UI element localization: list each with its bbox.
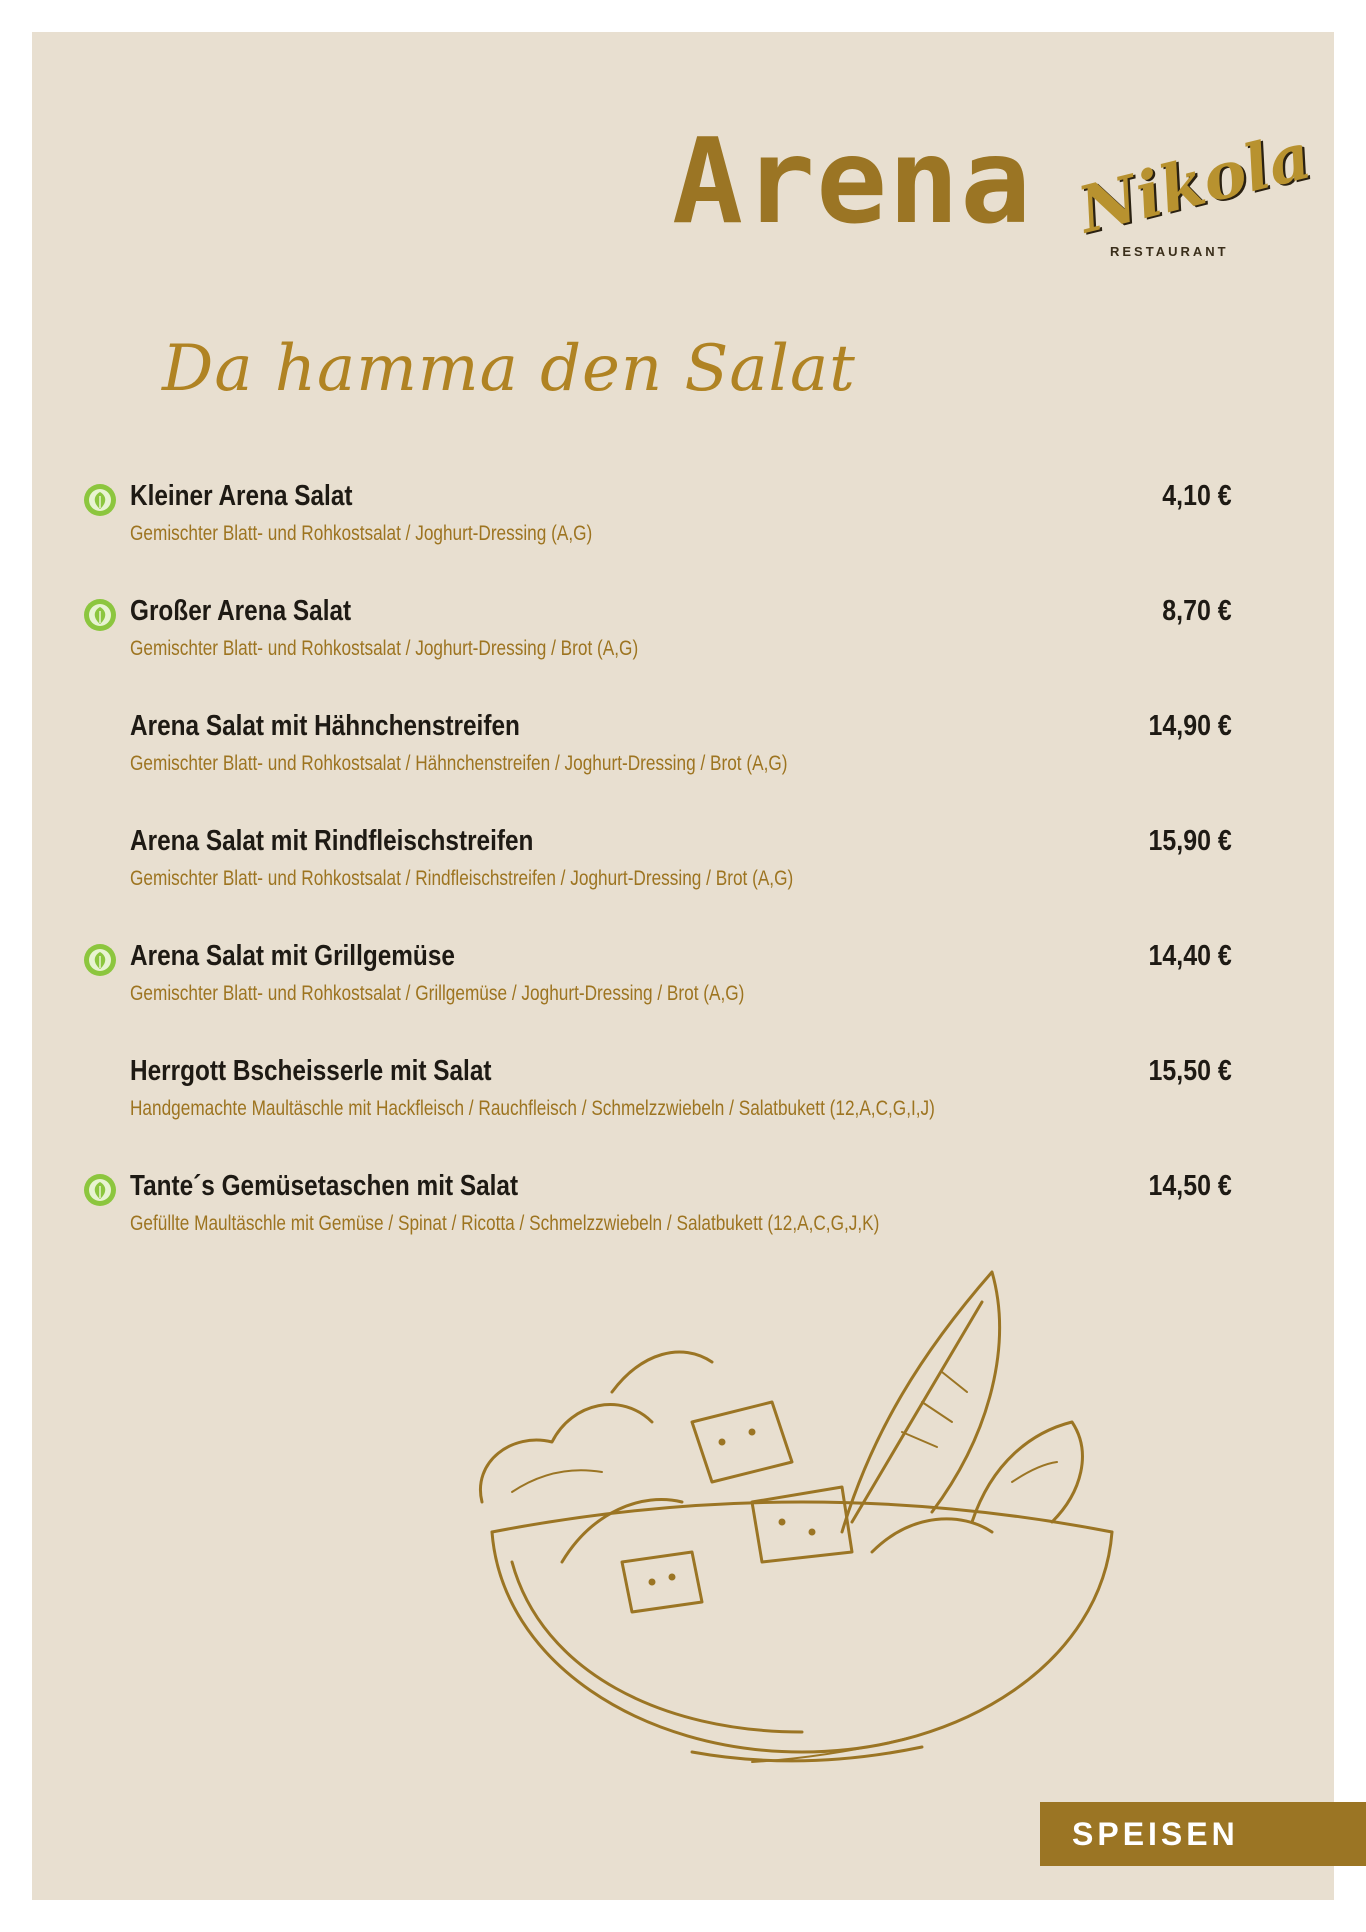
item-name: Großer Arena Salat <box>130 595 352 627</box>
item-description: Gemischter Blatt- und Rohkostsalat / Rindfleischstreifen / Joghurt-Dressing / Brot (A,G) <box>130 867 794 890</box>
salad-bowl-illustration <box>452 1232 1152 1772</box>
section-heading: Da hamma den Salat <box>162 332 856 406</box>
logo-subtitle: RESTAURANT <box>1110 244 1229 259</box>
menu-item <box>32 1055 1334 1170</box>
item-price: 8,70 € <box>1162 595 1232 627</box>
vegetarian-leaf-icon <box>84 1174 116 1206</box>
item-description: Gemischter Blatt- und Rohkostsalat / Grillgemüse / Joghurt-Dressing / Brot (A,G) <box>130 982 745 1005</box>
menu-item <box>32 825 1334 940</box>
item-price: 14,40 € <box>1148 940 1232 972</box>
item-price: 4,10 € <box>1162 480 1232 512</box>
vegetarian-leaf-icon <box>84 944 116 976</box>
menu-item <box>32 480 1334 595</box>
vegetarian-leaf-icon <box>84 599 116 631</box>
menu-item <box>32 710 1334 825</box>
item-price: 14,50 € <box>1148 1170 1232 1202</box>
item-description: Gemischter Blatt- und Rohkostsalat / Hähnchenstreifen / Joghurt-Dressing / Brot (A,G) <box>130 752 788 775</box>
item-price: 14,90 € <box>1148 710 1232 742</box>
item-description: Gefüllte Maultäschle mit Gemüse / Spinat / Ricotta / Schmelzzwiebeln / Salatbukett (12,A,C,G,J,K) <box>130 1212 880 1235</box>
logo-main-text: Arena <box>672 112 1033 250</box>
item-name: Tante´s Gemüsetaschen mit Salat <box>130 1170 519 1202</box>
menu-item <box>32 940 1334 1055</box>
item-description: Handgemachte Maultäschle mit Hackfleisch / Rauchfleisch / Schmelzzwiebeln / Salatbukett (12,A,C,G,I,J) <box>130 1097 935 1120</box>
item-name: Kleiner Arena Salat <box>130 480 353 512</box>
section-tab-speisen[interactable]: SPEISEN <box>1040 1802 1366 1866</box>
restaurant-logo <box>672 112 1319 272</box>
vegetarian-leaf-icon <box>84 484 116 516</box>
menu-item <box>32 595 1334 710</box>
item-price: 15,50 € <box>1148 1055 1232 1087</box>
item-description: Gemischter Blatt- und Rohkostsalat / Joghurt-Dressing / Brot (A,G) <box>130 637 639 660</box>
menu-items-list <box>32 480 1334 1285</box>
logo-script-text: Nikola <box>1071 118 1319 249</box>
item-name: Herrgott Bscheisserle mit Salat <box>130 1055 492 1087</box>
menu-page <box>32 32 1334 1900</box>
item-name: Arena Salat mit Rindfleischstreifen <box>130 825 534 857</box>
item-name: Arena Salat mit Hähnchenstreifen <box>130 710 520 742</box>
item-price: 15,90 € <box>1148 825 1232 857</box>
item-name: Arena Salat mit Grillgemüse <box>130 940 455 972</box>
item-description: Gemischter Blatt- und Rohkostsalat / Joghurt-Dressing (A,G) <box>130 522 593 545</box>
